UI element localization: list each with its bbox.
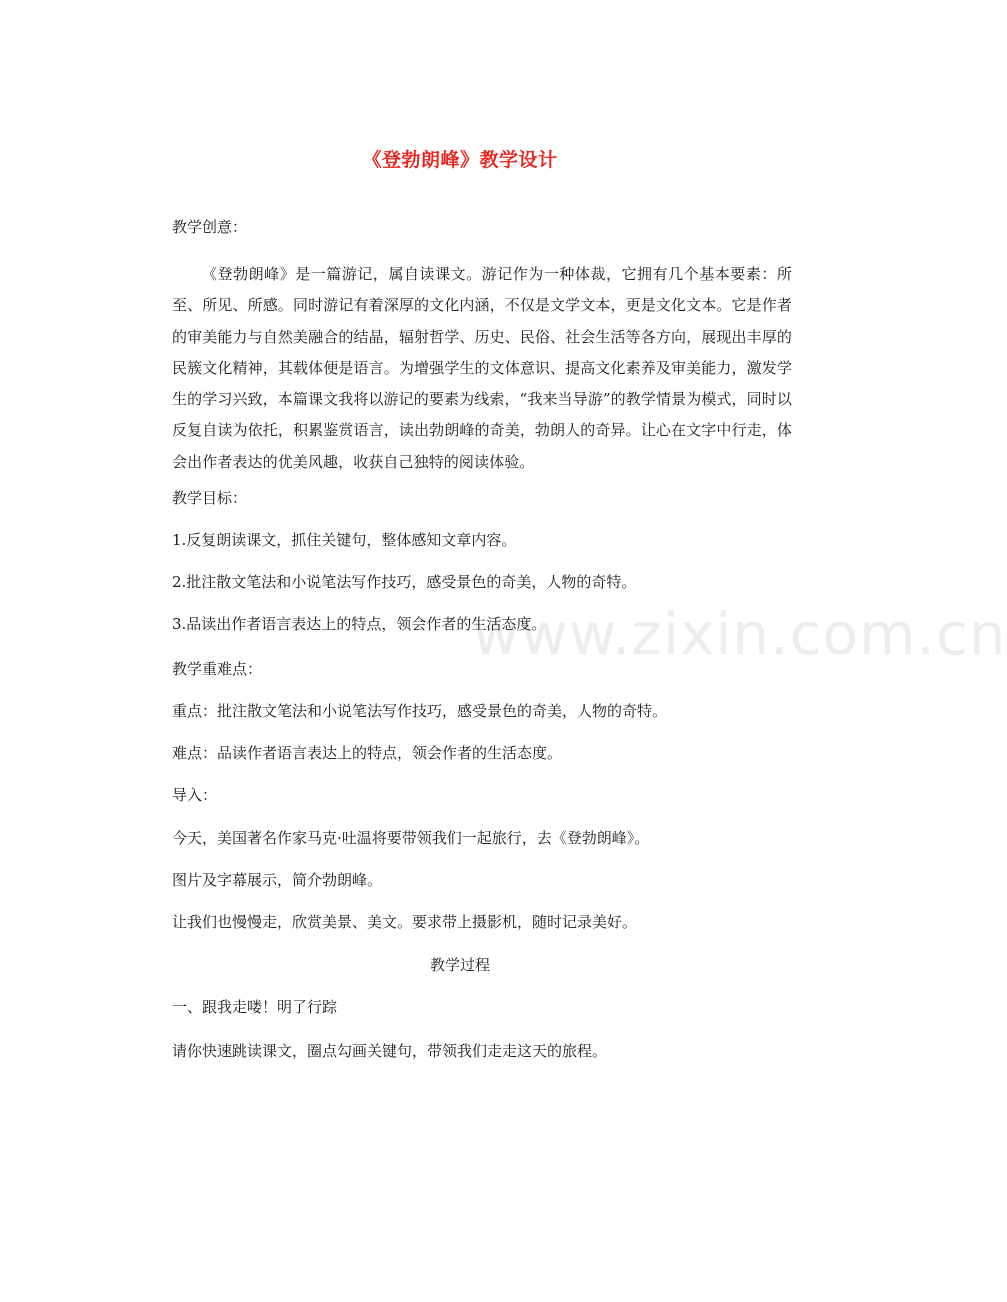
creativity-heading: 教学创意： <box>172 218 248 236</box>
intro-line-3: 让我们也慢慢走，欣赏美景、美文。要求带上摄影机，随时记录美好。 <box>172 913 638 931</box>
intro-line-1: 今天，美国著名作家马克·吐温将要带领我们一起旅行，去《登勃朗峰》。 <box>172 829 650 847</box>
step1-heading: 一、跟我走喽！明了行踪 <box>172 998 338 1016</box>
watermark: www.zixin.com.cn <box>472 600 1007 668</box>
keypoints-heading: 教学重难点： <box>172 660 263 678</box>
difficulty-text: 难点：品读作者语言表达上的特点，领会作者的生活态度。 <box>172 744 563 762</box>
keypoint-text: 重点：批注散文笔法和小说笔法写作技巧，感受景色的奇美，人物的奇特。 <box>172 702 668 720</box>
step1-text: 请你快速跳读课文，圈点勾画关键句，带领我们走走这天的旅程。 <box>172 1042 608 1060</box>
document-title: 《登勃朗峰》教学设计 <box>362 149 558 171</box>
process-heading: 教学过程 <box>429 956 490 974</box>
goal-item-3: 3.品读出作者语言表达上的特点，领会作者的生活态度。 <box>172 615 547 633</box>
intro-line-2: 图片及字幕展示，简介勃朗峰。 <box>172 871 383 889</box>
goals-heading: 教学目标： <box>172 489 248 507</box>
goal-item-1: 1.反复朗读课文，抓住关键句，整体感知文章内容。 <box>172 531 517 549</box>
goal-item-2: 2.批注散文笔法和小说笔法写作技巧，感受景色的奇美，人物的奇特。 <box>172 573 637 591</box>
creativity-paragraph: 《登勃朗峰》是一篇游记，属自读课文。游记作为一种体裁，它拥有几个基本要素：所至、所见、所感。同时游记有着深厚的文化内涵，不仅是文学文本，更是文化文本。它是作者的审美能力与自然美融合的结晶，辐射哲学、历史、民俗、社会生活等各方向，展现出丰厚的民簇文化精神，其载体便是语言。为增强学生的文体意识、提高文化素养及审美能力，激发学生的学习兴致，本篇课文我将以游记的要素为线索，“我来当导游”的教学情景为模式，同时以反复自读为依托，积累鉴赏语言，读出勃朗峰的奇美，勃朗人的奇异。让心在文字中行走，体会出作者表达的优美风趣，收获自己独特的阅读体验。 <box>172 265 792 471</box>
intro-heading: 导入： <box>172 786 218 804</box>
